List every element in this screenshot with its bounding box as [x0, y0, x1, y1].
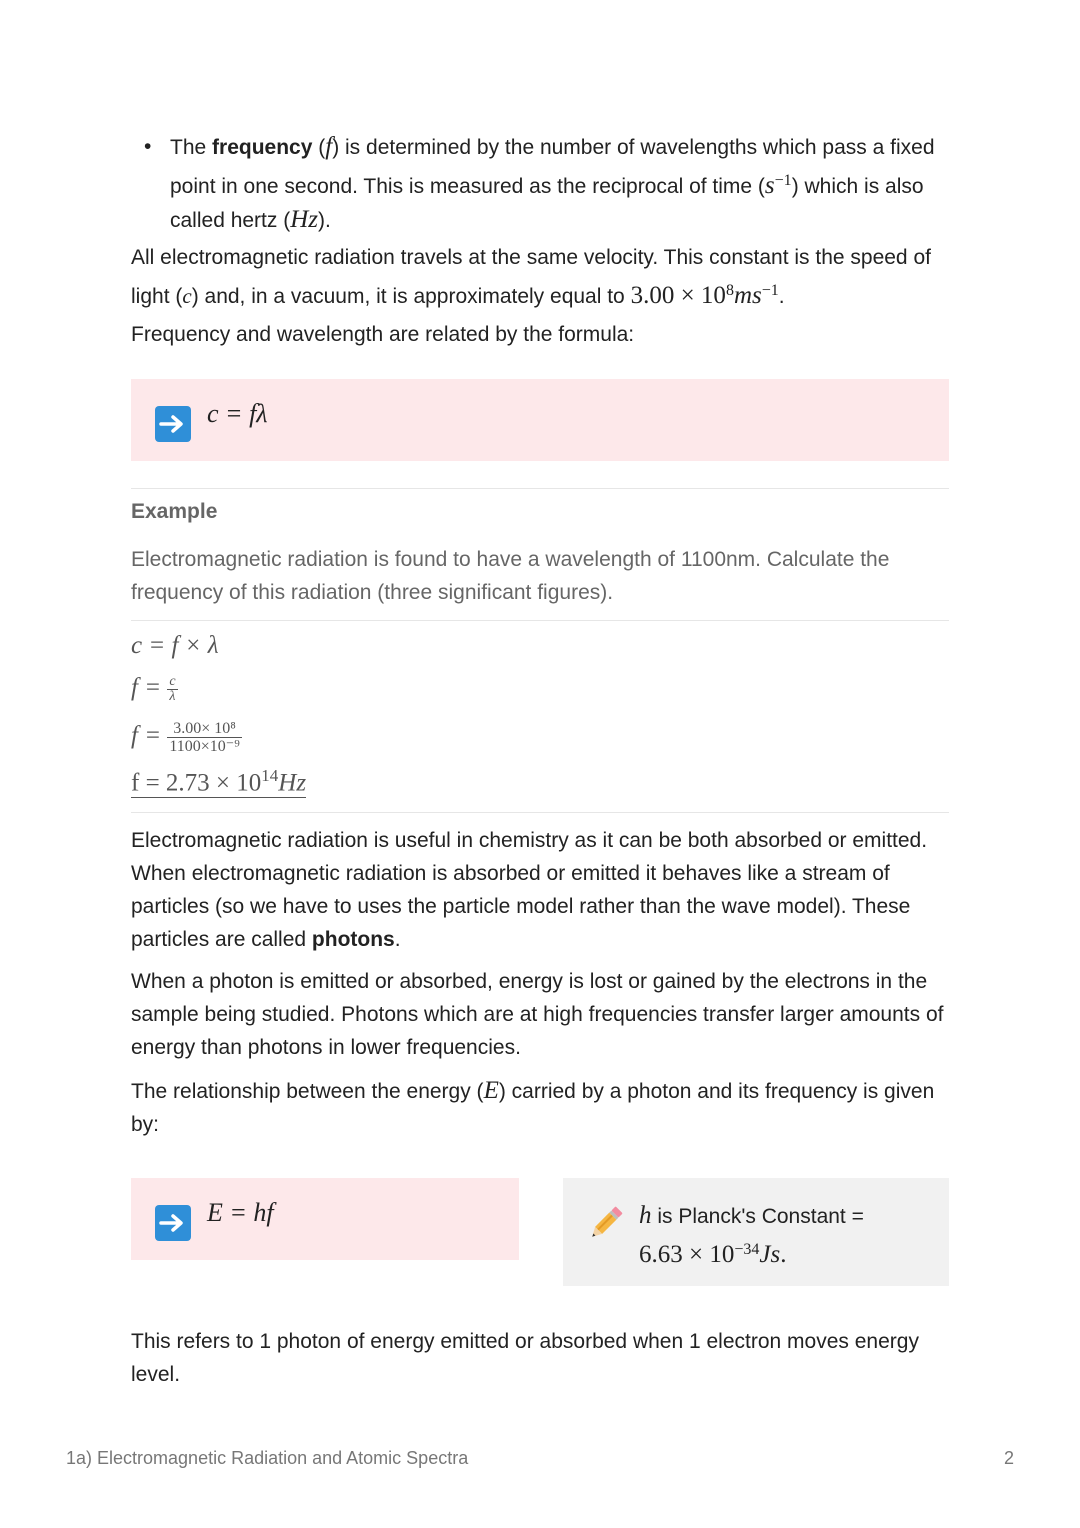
frequency-term: frequency — [212, 136, 313, 159]
planck-note — [563, 1178, 949, 1286]
speed-value: 3.00 × 10 — [630, 282, 726, 309]
example-question: Electromagnetic radiation is found to have a wavelength of 1100nm. Calculate the frequency of this radiation (three significant figures). — [131, 548, 890, 604]
divider — [131, 488, 949, 489]
wave-equation: c = fλ — [207, 399, 268, 428]
formula-box-wave — [131, 379, 949, 461]
formula-box-energy — [131, 1178, 519, 1260]
right-arrow-icon — [155, 406, 191, 442]
hertz-symbol: Hz — [290, 206, 319, 233]
planck-note-text: h is Planck's Constant = $6.63 \times 10^{-34}Js$. — [639, 1202, 864, 1268]
pencil-icon — [585, 1204, 625, 1244]
working-line-1: c = f × λ — [131, 632, 219, 659]
page-number: 2 — [1003, 1448, 1014, 1468]
bullet-dot: • — [144, 135, 152, 158]
energy-paragraph: When a photon is emitted or absorbed, energy is lost or gained by the electrons in the sample being studied. Photons which are at high frequencies transfer larger amounts of energy than photons in lower frequencies. — [131, 970, 944, 1059]
relationship-paragraph: The relationship between the energy (E) carried by a photon and its frequency is given by: — [131, 1077, 935, 1136]
working-line-3: f = $\frac{\text{3.00× 10⁸}}{\text{1100×10⁻⁹}}$ — [131, 720, 240, 755]
energy-equation: E = hf — [207, 1198, 274, 1227]
frequency-bullet-text: The frequency (f) is determined by the number of wavelengths which pass a fixed point in one second. This is measured as the reciprocal of time $(s^{-1})$ which is also called hertz (Hz). — [170, 133, 935, 233]
frequency-symbol: f — [325, 133, 333, 160]
divider — [131, 812, 949, 813]
footer-title: 1a) Electromagnetic Radiation and Atomic Spectra — [66, 1448, 469, 1468]
divider — [131, 620, 949, 621]
example-heading: Example — [131, 500, 218, 523]
photons-term: photons — [311, 928, 395, 951]
photons-paragraph: Electromagnetic radiation is useful in chemistry as it can be both absorbed or emitted. When electromagnetic radiation is absorbed or emitted it behaves like a stream of particles (so we have to uses the particle model rather than the wave model). These particles are called photons. — [131, 829, 928, 951]
relation-paragraph: Frequency and wavelength are related by the formula: — [131, 323, 635, 346]
working-line-2: f = $\frac{c}{\lambda}$ — [131, 673, 176, 704]
refers-paragraph: This refers to 1 photon of energy emitted or absorbed when 1 electron moves energy level. — [131, 1330, 919, 1386]
right-arrow-icon — [155, 1205, 191, 1241]
working-answer: $f = 2.73 \times 10^{14}Hz$ — [131, 766, 307, 797]
speed-of-light-paragraph: All electromagnetic radiation travels at the same velocity. This constant is the speed of light (c) and, in a vacuum, it is approximately equal to $3.00 \times 10^8ms^{-1}$. — [131, 246, 931, 309]
